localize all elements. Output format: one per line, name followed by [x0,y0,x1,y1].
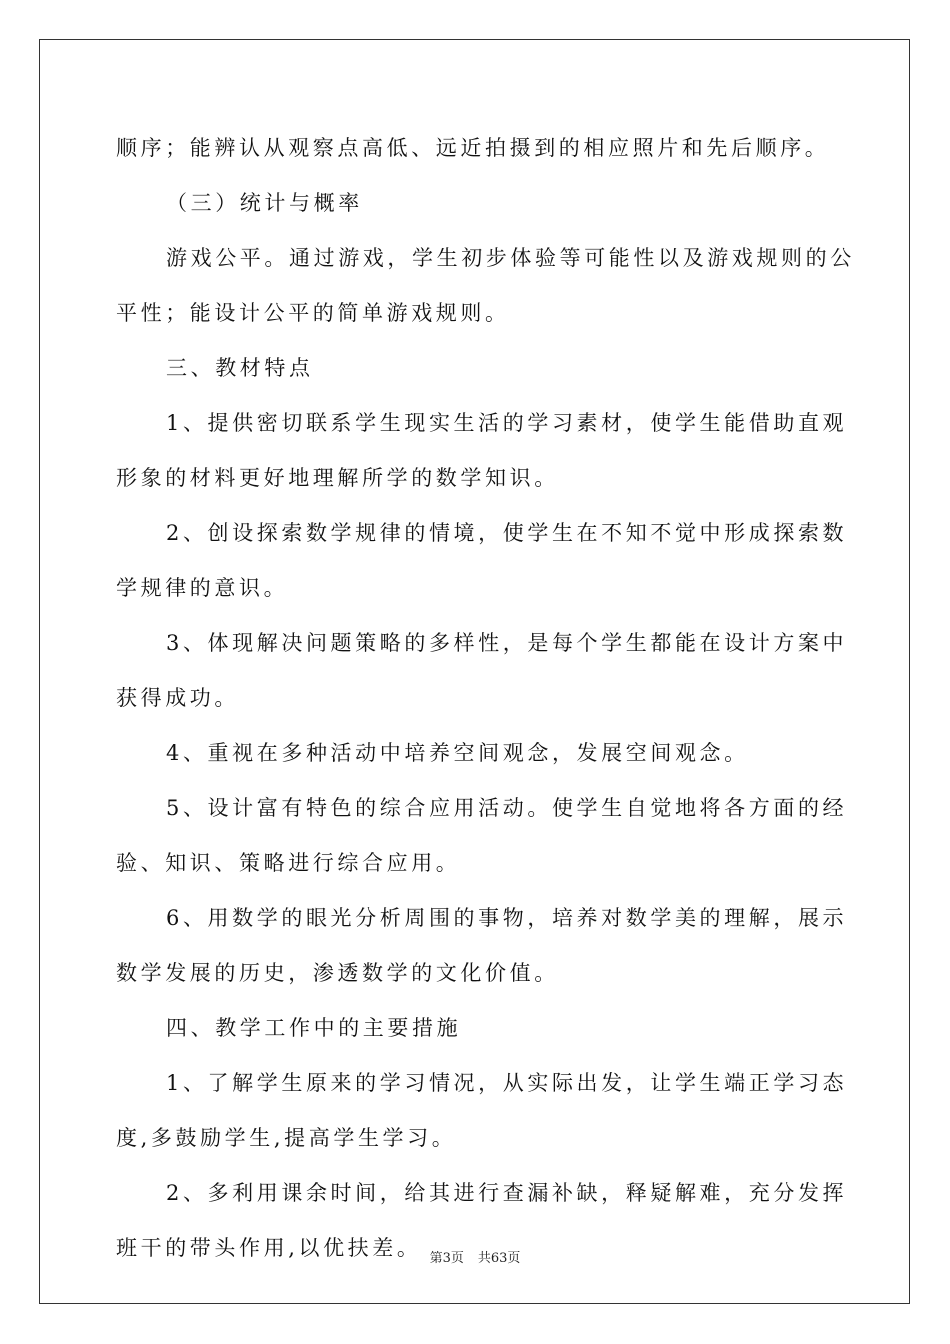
text-line: 游戏公平。通过游戏，学生初步体验等可能性以及游戏规则的公 [166,246,855,270]
text-line: 平性；能设计公平的简单游戏规则。 [116,301,510,325]
text-line: 三、教材特点 [166,356,314,380]
text-line: 1、了解学生原来的学习情况，从实际出发，让学生端正学习态 [166,1071,848,1095]
text-line: 度,多鼓励学生,提高学生学习。 [116,1126,457,1150]
text-line: 四、教学工作中的主要措施 [166,1016,462,1040]
text-line: 2、多利用课余时间，给其进行查漏补缺，释疑解难，充分发挥 [166,1181,848,1205]
text-line: 3、体现解决问题策略的多样性，是每个学生都能在设计方案中 [166,631,848,655]
text-line: 4、重视在多种活动中培养空间观念，发展空间观念。 [166,741,749,765]
page-footer [0,1247,950,1266]
document-body [116,126,855,1281]
total-page-count: 共63页 [477,1251,521,1266]
text-line: 班干的带头作用,以优扶差。 [116,1236,422,1260]
text-line: 顺序；能辨认从观察点高低、远近拍摄到的相应照片和先后顺序。 [116,136,830,160]
text-line: 学规律的意识。 [116,576,289,600]
text-line: 获得成功。 [116,686,239,710]
text-line: 形象的材料更好地理解所学的数学知识。 [116,466,559,490]
text-line: 6、用数学的眼光分析周围的事物，培养对数学美的理解，展示 [166,906,848,930]
text-line: 1、提供密切联系学生现实生活的学习素材，使学生能借助直观 [166,411,848,435]
text-line: 5、设计富有特色的综合应用活动。使学生自觉地将各方面的经 [166,796,848,820]
text-line: 2、创设探索数学规律的情境，使学生在不知不觉中形成探索数 [166,521,848,545]
text-line: 数学发展的历史，渗透数学的文化价值。 [116,961,559,985]
current-page-number: 第3页 [429,1251,464,1266]
text-line: （三）统计与概率 [166,191,363,215]
text-line: 验、知识、策略进行综合应用。 [116,851,461,875]
